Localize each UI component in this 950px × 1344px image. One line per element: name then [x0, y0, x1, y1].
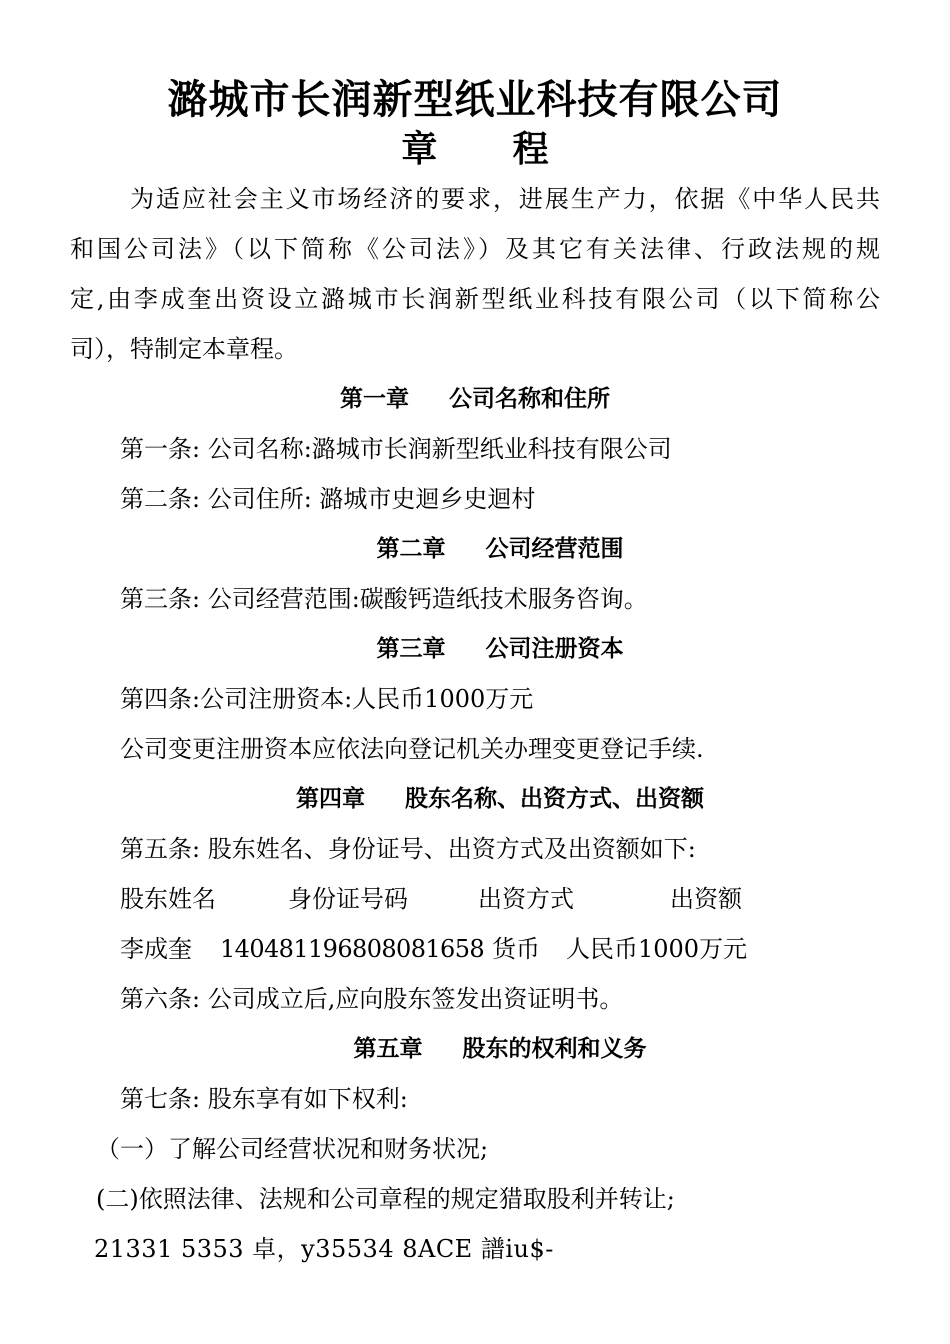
- table-header-id: 身份证号码: [288, 885, 408, 913]
- article-6: 第六条: 公司成立后,应向股东签发出资证明书。: [120, 985, 624, 1013]
- contribution-method: 货币: [492, 935, 540, 963]
- preamble-line-1: 为适应社会主义市场经济的要求，进展生产力，依据《中华人民共: [130, 185, 880, 213]
- preamble-line-2: 和国公司法》（以下简称《公司法》）及其它有关法律、行政法规的规: [70, 235, 880, 263]
- garbled-text-line: 21331 5353 卓，y35534 8ACE 譜iu$-: [94, 1235, 554, 1263]
- document-title: 潞城市长润新型纸业科技有限公司: [167, 77, 783, 123]
- table-header-name: 股东姓名: [120, 885, 216, 913]
- table-header-amount: 出资额: [670, 885, 742, 913]
- preamble-line-3: 定,由李成奎出资设立潞城市长润新型纸业科技有限公司（以下简称公: [70, 285, 880, 313]
- article-1: 第一条: 公司名称:潞城市长润新型纸业科技有限公司: [120, 435, 672, 463]
- preamble-line-4: 司），特制定本章程。: [70, 335, 298, 363]
- chapter-5-heading: 第五章 股东的权利和义务: [353, 1036, 647, 1062]
- article-2: 第二条: 公司住所: 潞城市史迴乡史迴村: [120, 485, 536, 513]
- table-header-method: 出资方式: [478, 885, 574, 913]
- capital-change-note: 公司变更注册资本应依法向登记机关办理变更登记手续.: [120, 735, 704, 763]
- document-subtitle: 章 程: [401, 129, 549, 170]
- list-item-1: （一）了解公司经营状况和财务状况;: [96, 1135, 489, 1163]
- article-7: 第七条: 股东享有如下权利:: [120, 1085, 408, 1113]
- article-4: 第四条:公司注册资本:人民币1000万元: [120, 685, 534, 713]
- article-5: 第五条: 股东姓名、身份证号、出资方式及出资额如下:: [120, 835, 696, 863]
- chapter-3-heading: 第三章 公司注册资本: [376, 636, 624, 662]
- list-item-2: (二)依照法律、法规和公司章程的规定猎取股利并转让;: [96, 1185, 675, 1213]
- chapter-2-heading: 第二章 公司经营范围: [376, 536, 624, 562]
- chapter-4-heading: 第四章 股东名称、出资方式、出资额: [295, 786, 705, 812]
- shareholder-name: 李成奎: [120, 935, 192, 963]
- article-3: 第三条: 公司经营范围:碳酸钙造纸技术服务咨询。: [120, 585, 648, 613]
- contribution-amount: 人民币1000万元: [566, 935, 748, 963]
- shareholder-id-number: 140481196808081658: [220, 935, 485, 963]
- chapter-1-heading: 第一章 公司名称和住所: [339, 386, 611, 412]
